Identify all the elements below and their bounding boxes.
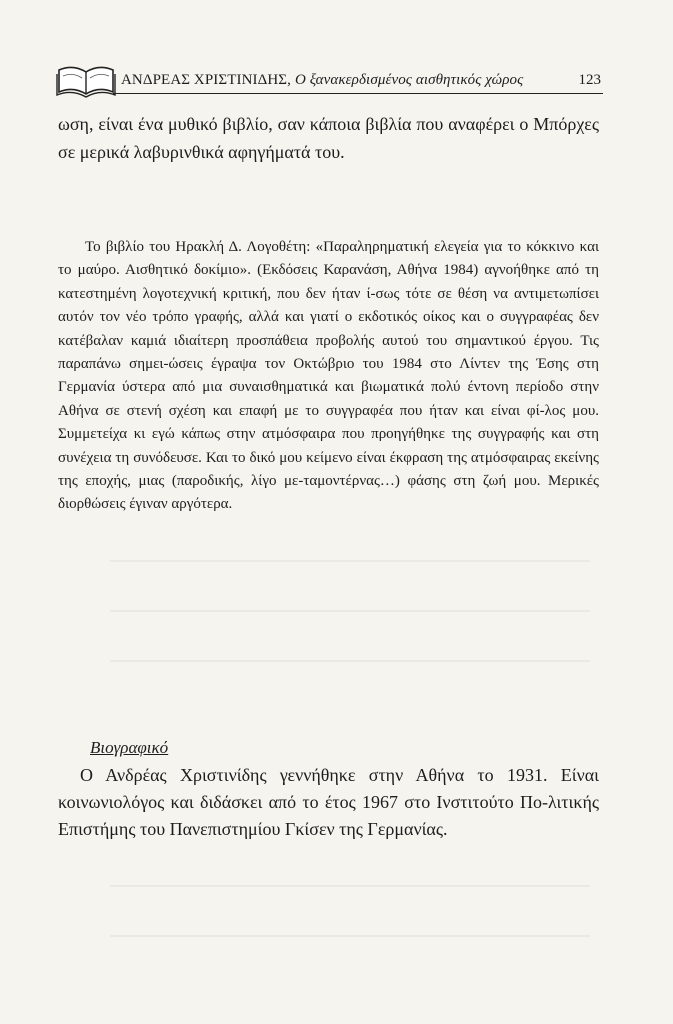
show-through-line — [110, 660, 590, 662]
bio-heading: Βιογραφικό — [90, 738, 169, 757]
show-through-line — [110, 885, 590, 887]
header-author: ΑΝΔΡΕΑΣ ΧΡΙΣΤΙΝΙΔΗΣ, — [121, 72, 291, 88]
show-through-line — [110, 935, 590, 937]
show-through-line — [110, 610, 590, 612]
show-through-line — [110, 560, 590, 562]
note-paragraph: Το βιβλίο του Ηρακλή Δ. Λογοθέτη: «Παραληρηματική ελεγεία για το κόκκινο και το μαύρο. Αισθητικό δοκίμιο». (Εκδόσεις Καρανάση, Αθήνα 1984) αγνοήθηκε από τη κατεστημένη λογοτεχνική κριτική, που δεν ήταν ί-σως τότε σε θέση να αντιμετωπίσει αυτόν τον νέο τρόπο γραφής, αλλά και γιατί ο εκδοτικός οίκος και ο συγγραφέας δεν κατέβαλαν καμιά ιδιαίτερη προσπάθεια προβολής αυτού του σημαντικού έργου. Τις παραπάνω σημει-ώσεις έγραψα τον Οκτώβριο του 1984 στο Λίντεν της Έσης στη Γερμανία ύστερα από μια συναισθηματικά και βιωματικά πολύ έντονη περίοδο στην Αθήνα σε στενή σχέση και επαφή με το συγγραφέα που ήταν και είναι φί-λος μου. Συμμετείχα κι εγώ κάπως στην ατμόσφαιρα που προηγήθηκε της συγγραφής και στη συνέχεια τη συνόδευσε. Και το δικό μου κείμενο είναι έκφραση της ατμόσφαιρας εκείνης της εποχής, μιας (παροδικής, λίγο με-ταμοντέρνας…) φάσης στη ζωή μου. Μερικές διορθώσεις έγιναν αργότερα. — [58, 239, 599, 513]
bio-paragraph: Ο Ανδρέας Χριστινίδης γεννήθηκε στην Αθήνα το 1931. Είναι κοινωνιολόγος και διδάσκει από το έτος 1967 στο Ινστιτούτο Πο-λιτικής Επιστήμης του Πανεπιστημίου Γκίσεν της Γερμανίας. — [58, 765, 599, 839]
page-number: 123 — [578, 72, 601, 88]
open-book-icon — [55, 60, 117, 98]
running-header — [55, 60, 603, 98]
continuation-paragraph: ωση, είναι ένα μυθικό βιβλίο, σαν κάποια βιβλία που αναφέρει ο Μπόρχες σε μερικά λαβυρινθικά αφηγήματά του. — [58, 114, 599, 162]
header-book-title: Ο ξανακερδισμένος αισθητικός χώρος — [294, 72, 524, 88]
header-rule — [113, 93, 603, 94]
